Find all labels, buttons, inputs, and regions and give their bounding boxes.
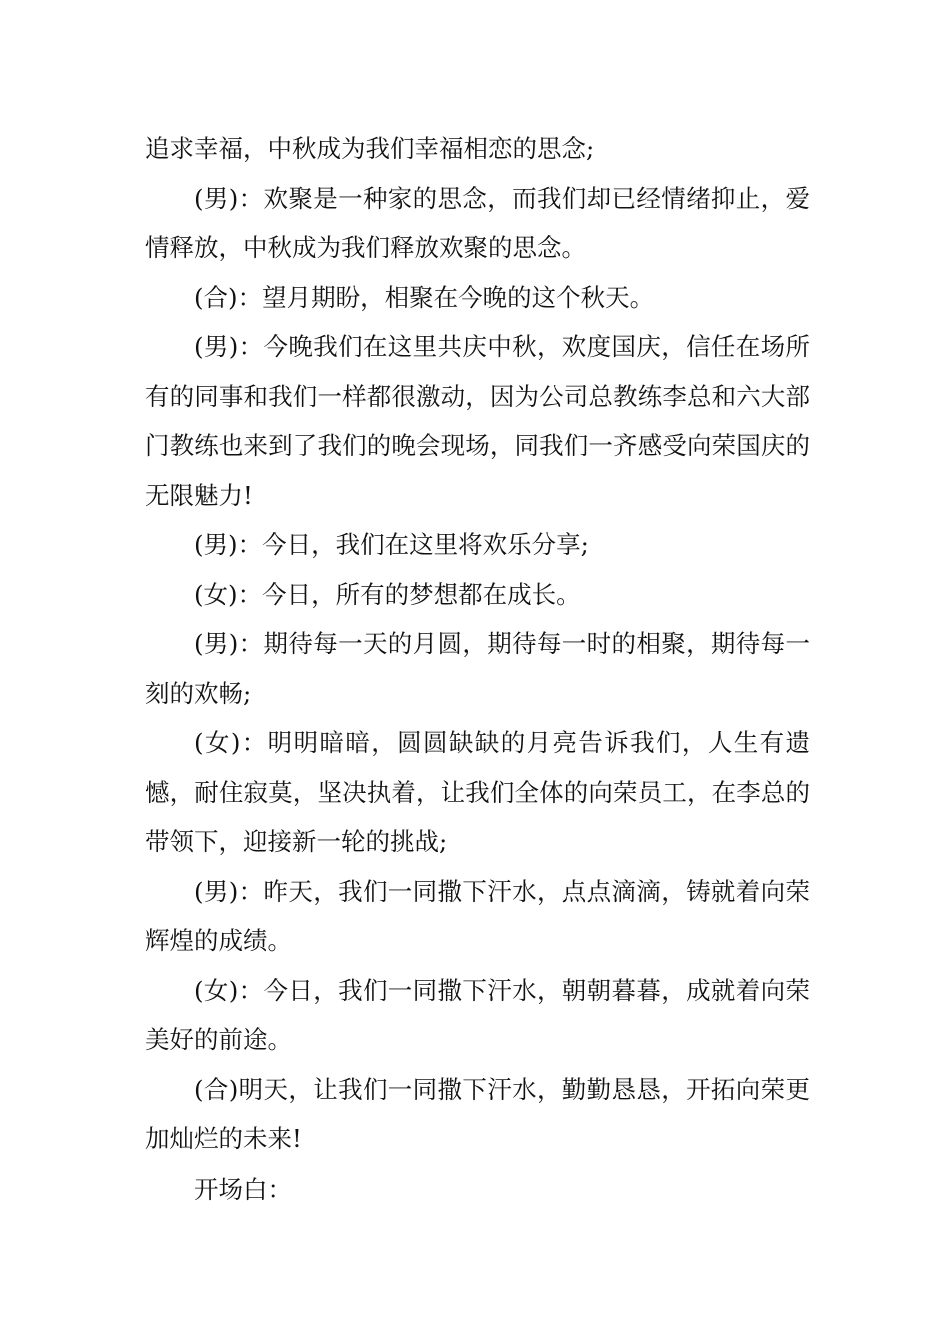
paragraph-male-3: (男)：今日，我们在这里将欢乐分享;: [194, 530, 589, 559]
paragraph-female-3: (女)：今日，我们一同撒下汗水，朝朝暮暮，成就着向荣美好的前途。: [145, 975, 810, 1054]
paragraph-female-1: (女)：今日，所有的梦想都在成长。: [194, 579, 581, 609]
paragraph-together-1: (合)：望月期盼，相聚在今晚的这个秋天。: [194, 282, 655, 312]
document-body: [145, 124, 810, 1214]
paragraph-male-4: (男)：期待每一天的月圆，期待每一时的相聚，期待每一刻的欢畅;: [145, 629, 810, 708]
paragraph-male-2: (男)：今晚我们在这里共庆中秋，欢度国庆，信任在场所有的同事和我们一样都很激动，因为公司总教练李总和六大部门教练也来到了我们的晚会现场，同我们一齐感受向荣国庆的无限魅力!: [145, 332, 810, 510]
paragraph-male-1: (男)：欢聚是一种家的思念，而我们却已经情绪抑止，爱情释放，中秋成为我们释放欢聚的思念。: [145, 183, 810, 262]
paragraph-continuation: 追求幸福，中秋成为我们幸福相恋的思念;: [145, 134, 595, 163]
section-heading-opening: 开场白：: [194, 1174, 292, 1204]
paragraph-male-5: (男)：昨天，我们一同撒下汗水，点点滴滴，铸就着向荣辉煌的成绩。: [145, 876, 810, 955]
paragraph-female-2: (女)：明明暗暗，圆圆缺缺的月亮告诉我们，人生有遗憾，耐住寂莫，坚决执着，让我们全体的向荣员工，在李总的带领下，迎接新一轮的挑战;: [145, 728, 810, 856]
paragraph-together-2: (合)明天，让我们一同撒下汗水，勤勤恳恳，开拓向荣更加灿烂的未来!: [145, 1074, 810, 1153]
